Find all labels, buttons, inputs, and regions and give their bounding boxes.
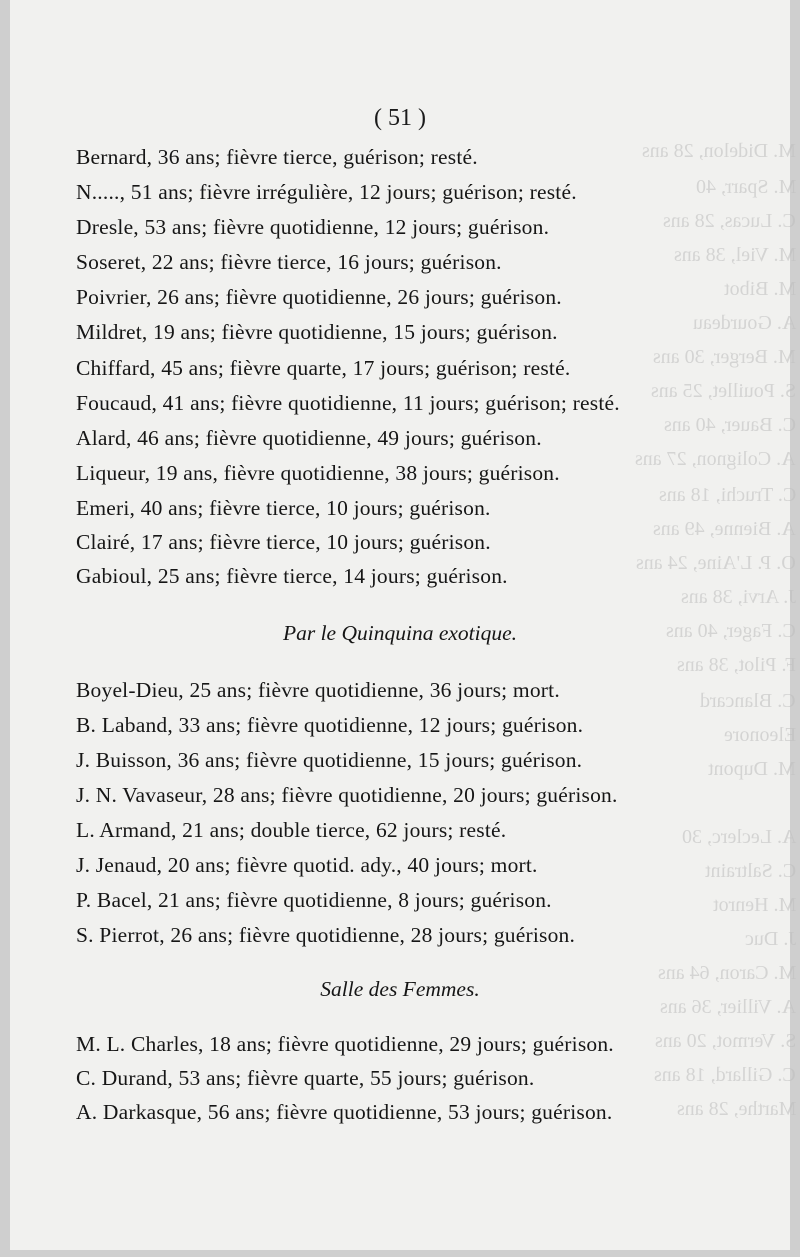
patient-entry: Soseret, 22 ans; fièvre tierce, 16 jours; guérison. bbox=[76, 250, 502, 274]
section-heading: Salle des Femmes. bbox=[320, 977, 480, 1001]
section-heading: Par le Quinquina exotique. bbox=[282, 621, 518, 645]
patient-entry: Poivrier, 26 ans; fièvre quotidienne, 26 jours; guérison. bbox=[76, 285, 562, 309]
patient-entry: Dresle, 53 ans; fièvre quotidienne, 12 jours; guérison. bbox=[76, 215, 550, 239]
patient-entry: P. Bacel, 21 ans; fièvre quotidienne, 8 jours; guérison. bbox=[76, 888, 552, 912]
patient-entry: Liqueur, 19 ans, fièvre quotidienne, 38 jours; guérison. bbox=[76, 461, 560, 485]
patient-entry: Clairé, 17 ans; fièvre tierce, 10 jours; guérison. bbox=[76, 530, 491, 554]
patient-entry: A. Darkasque, 56 ans; fièvre quotidienne, 53 jours; guérison. bbox=[76, 1100, 613, 1124]
patient-entry: M. L. Charles, 18 ans; fièvre quotidienne, 29 jours; guérison. bbox=[76, 1032, 614, 1056]
page-number: ( 51 ) bbox=[374, 105, 426, 131]
patient-entry: C. Durand, 53 ans; fièvre quarte, 55 jours; guérison. bbox=[76, 1066, 535, 1090]
patient-entry: Bernard, 36 ans; fièvre tierce, guérison; resté. bbox=[76, 145, 478, 169]
patient-entry: J. N. Vavaseur, 28 ans; fièvre quotidienne, 20 jours; guérison. bbox=[76, 783, 618, 807]
patient-entry: Foucaud, 41 ans; fièvre quotidienne, 11 jours; guérison; resté. bbox=[76, 391, 620, 415]
patient-entry: J. Jenaud, 20 ans; fièvre quotid. ady., 40 jours; mort. bbox=[76, 853, 538, 877]
patient-entry: B. Laband, 33 ans; fièvre quotidienne, 12 jours; guérison. bbox=[76, 713, 584, 737]
patient-entry: Emeri, 40 ans; fièvre tierce, 10 jours; guérison. bbox=[76, 496, 491, 520]
patient-entry: S. Pierrot, 26 ans; fièvre quotidienne, 28 jours; guérison. bbox=[76, 923, 576, 947]
patient-entry: Alard, 46 ans; fièvre quotidienne, 49 jours; guérison. bbox=[76, 426, 542, 450]
show-through-text: M. Didelon, 28 ans M. Sparr, 40 C. Lucas, 28 ans M. Viel, 38 ans M. Bibot A. Gourdeau M. Berger, 30 ans S. Pouillet, 25 ans C. Bauer, 40 ans A. Colignon, 27 ans C. Truchi, 18 ans A. Bienne, 49 ans O. P. L'Aine, 24 ans J. Arvi, 38 ans C. Fager, 40 ans F. Pilot, 38 ans C. Blancard Eleonore M. Dupont A. Leclerc, 30 C. Saltraint M. Henrot J. Duc M. Caron, 64 ans A. Villier, 36 ans S. Vermot, 20 ans C. Gillard, 18 ans Marthe, 28 ans bbox=[635, 140, 796, 1120]
patient-entry: Mildret, 19 ans; fièvre quotidienne, 15 jours; guérison. bbox=[76, 320, 558, 344]
patient-entry: N....., 51 ans; fièvre irrégulière, 12 jours; guérison; resté. bbox=[76, 180, 577, 204]
patient-entry: Chiffard, 45 ans; fièvre quarte, 17 jours; guérison; resté. bbox=[76, 356, 571, 380]
patient-entry: L. Armand, 21 ans; double tierce, 62 jours; resté. bbox=[76, 818, 507, 842]
patient-entry: Boyel-Dieu, 25 ans; fièvre quotidienne, 36 jours; mort. bbox=[76, 678, 560, 702]
book-page bbox=[10, 0, 796, 1250]
patient-entry: Gabioul, 25 ans; fièvre tierce, 14 jours; guérison. bbox=[76, 564, 508, 588]
patient-entry: J. Buisson, 36 ans; fièvre quotidienne, 15 jours; guérison. bbox=[76, 748, 583, 772]
